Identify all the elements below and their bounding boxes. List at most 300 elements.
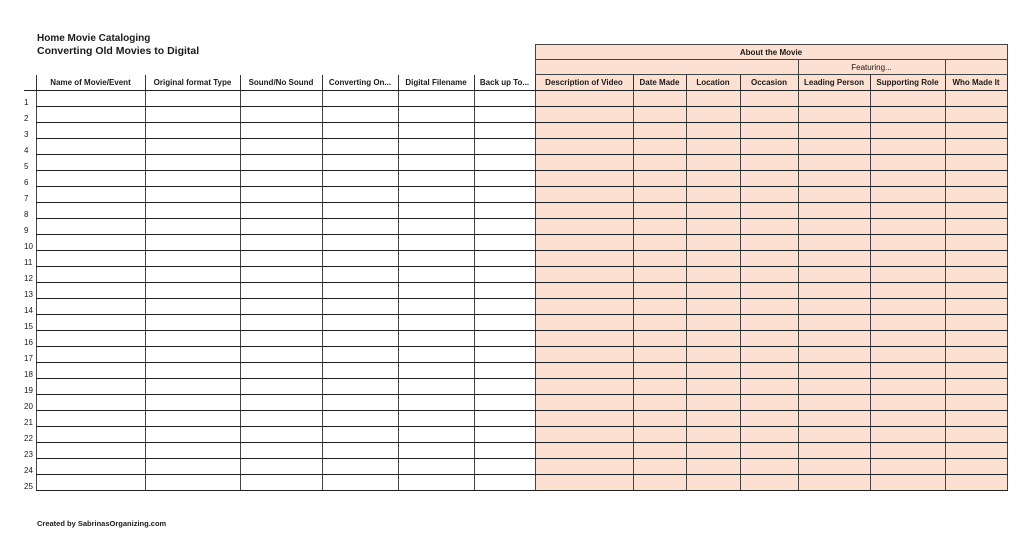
table-cell[interactable] xyxy=(740,363,798,379)
table-cell[interactable] xyxy=(798,251,870,267)
table-cell[interactable] xyxy=(36,299,145,315)
table-cell[interactable] xyxy=(870,411,945,427)
table-cell[interactable] xyxy=(686,235,740,251)
table-cell[interactable] xyxy=(945,251,1007,267)
table-cell[interactable] xyxy=(870,459,945,475)
table-cell[interactable] xyxy=(686,91,740,107)
table-cell[interactable] xyxy=(474,299,535,315)
table-cell[interactable] xyxy=(945,379,1007,395)
table-cell[interactable] xyxy=(870,203,945,219)
table-cell[interactable] xyxy=(36,219,145,235)
table-cell[interactable] xyxy=(36,139,145,155)
table-cell[interactable] xyxy=(945,155,1007,171)
table-cell[interactable] xyxy=(145,379,240,395)
table-cell[interactable] xyxy=(633,123,686,139)
table-cell[interactable] xyxy=(145,283,240,299)
table-cell[interactable] xyxy=(535,459,633,475)
table-cell[interactable] xyxy=(398,475,474,491)
table-cell[interactable] xyxy=(322,139,398,155)
table-cell[interactable] xyxy=(474,427,535,443)
table-cell[interactable] xyxy=(870,427,945,443)
table-cell[interactable] xyxy=(474,475,535,491)
table-cell[interactable] xyxy=(740,155,798,171)
table-cell[interactable] xyxy=(474,395,535,411)
table-cell[interactable] xyxy=(240,459,322,475)
table-cell[interactable] xyxy=(945,91,1007,107)
table-cell[interactable] xyxy=(474,187,535,203)
table-cell[interactable] xyxy=(686,395,740,411)
table-cell[interactable] xyxy=(398,411,474,427)
table-cell[interactable] xyxy=(870,171,945,187)
table-cell[interactable] xyxy=(474,235,535,251)
table-cell[interactable] xyxy=(145,235,240,251)
table-cell[interactable] xyxy=(36,235,145,251)
table-cell[interactable] xyxy=(870,219,945,235)
table-cell[interactable] xyxy=(474,283,535,299)
table-cell[interactable] xyxy=(535,139,633,155)
table-cell[interactable] xyxy=(322,395,398,411)
table-cell[interactable] xyxy=(686,411,740,427)
table-cell[interactable] xyxy=(798,299,870,315)
table-cell[interactable] xyxy=(240,187,322,203)
table-cell[interactable] xyxy=(686,379,740,395)
table-cell[interactable] xyxy=(36,347,145,363)
table-cell[interactable] xyxy=(322,379,398,395)
table-cell[interactable] xyxy=(870,283,945,299)
table-cell[interactable] xyxy=(240,443,322,459)
table-cell[interactable] xyxy=(686,283,740,299)
table-cell[interactable] xyxy=(798,267,870,283)
table-cell[interactable] xyxy=(398,107,474,123)
table-cell[interactable] xyxy=(535,123,633,139)
table-cell[interactable] xyxy=(240,235,322,251)
table-cell[interactable] xyxy=(535,363,633,379)
table-cell[interactable] xyxy=(945,187,1007,203)
table-cell[interactable] xyxy=(633,283,686,299)
table-cell[interactable] xyxy=(740,331,798,347)
table-cell[interactable] xyxy=(36,411,145,427)
table-cell[interactable] xyxy=(870,331,945,347)
table-cell[interactable] xyxy=(870,139,945,155)
table-cell[interactable] xyxy=(945,347,1007,363)
table-cell[interactable] xyxy=(535,347,633,363)
table-cell[interactable] xyxy=(633,379,686,395)
table-cell[interactable] xyxy=(398,347,474,363)
table-cell[interactable] xyxy=(686,155,740,171)
table-cell[interactable] xyxy=(633,187,686,203)
table-cell[interactable] xyxy=(474,251,535,267)
table-cell[interactable] xyxy=(798,315,870,331)
table-cell[interactable] xyxy=(474,443,535,459)
table-cell[interactable] xyxy=(740,203,798,219)
table-cell[interactable] xyxy=(535,107,633,123)
table-cell[interactable] xyxy=(945,443,1007,459)
table-cell[interactable] xyxy=(798,139,870,155)
table-cell[interactable] xyxy=(535,315,633,331)
table-cell[interactable] xyxy=(633,459,686,475)
table-cell[interactable] xyxy=(36,107,145,123)
table-cell[interactable] xyxy=(322,235,398,251)
table-cell[interactable] xyxy=(240,139,322,155)
table-cell[interactable] xyxy=(240,331,322,347)
table-cell[interactable] xyxy=(36,203,145,219)
table-cell[interactable] xyxy=(145,251,240,267)
table-cell[interactable] xyxy=(870,443,945,459)
table-cell[interactable] xyxy=(740,219,798,235)
table-cell[interactable] xyxy=(740,107,798,123)
table-cell[interactable] xyxy=(686,107,740,123)
table-cell[interactable] xyxy=(398,315,474,331)
table-cell[interactable] xyxy=(145,139,240,155)
table-cell[interactable] xyxy=(398,395,474,411)
table-cell[interactable] xyxy=(240,251,322,267)
table-cell[interactable] xyxy=(145,267,240,283)
table-cell[interactable] xyxy=(740,411,798,427)
table-cell[interactable] xyxy=(945,475,1007,491)
table-cell[interactable] xyxy=(240,203,322,219)
table-cell[interactable] xyxy=(322,187,398,203)
table-cell[interactable] xyxy=(240,395,322,411)
table-cell[interactable] xyxy=(945,331,1007,347)
table-cell[interactable] xyxy=(474,315,535,331)
table-cell[interactable] xyxy=(535,235,633,251)
table-cell[interactable] xyxy=(145,203,240,219)
table-cell[interactable] xyxy=(798,347,870,363)
table-cell[interactable] xyxy=(535,283,633,299)
table-cell[interactable] xyxy=(322,203,398,219)
table-cell[interactable] xyxy=(686,139,740,155)
table-cell[interactable] xyxy=(240,379,322,395)
table-cell[interactable] xyxy=(740,267,798,283)
table-cell[interactable] xyxy=(145,395,240,411)
table-cell[interactable] xyxy=(945,363,1007,379)
table-cell[interactable] xyxy=(633,235,686,251)
table-cell[interactable] xyxy=(945,139,1007,155)
table-cell[interactable] xyxy=(398,299,474,315)
table-cell[interactable] xyxy=(240,91,322,107)
table-cell[interactable] xyxy=(870,363,945,379)
table-cell[interactable] xyxy=(798,331,870,347)
table-cell[interactable] xyxy=(633,475,686,491)
table-cell[interactable] xyxy=(633,91,686,107)
table-cell[interactable] xyxy=(145,475,240,491)
table-cell[interactable] xyxy=(145,187,240,203)
table-cell[interactable] xyxy=(474,411,535,427)
table-cell[interactable] xyxy=(36,283,145,299)
table-cell[interactable] xyxy=(322,219,398,235)
table-cell[interactable] xyxy=(740,171,798,187)
table-cell[interactable] xyxy=(36,155,145,171)
table-cell[interactable] xyxy=(945,107,1007,123)
table-cell[interactable] xyxy=(798,395,870,411)
table-cell[interactable] xyxy=(322,347,398,363)
table-cell[interactable] xyxy=(322,155,398,171)
table-cell[interactable] xyxy=(36,331,145,347)
table-cell[interactable] xyxy=(870,315,945,331)
table-cell[interactable] xyxy=(686,347,740,363)
table-cell[interactable] xyxy=(740,283,798,299)
table-cell[interactable] xyxy=(474,331,535,347)
table-cell[interactable] xyxy=(535,299,633,315)
table-cell[interactable] xyxy=(322,299,398,315)
table-cell[interactable] xyxy=(633,443,686,459)
table-cell[interactable] xyxy=(322,267,398,283)
table-cell[interactable] xyxy=(633,347,686,363)
table-cell[interactable] xyxy=(798,363,870,379)
table-cell[interactable] xyxy=(870,91,945,107)
table-cell[interactable] xyxy=(145,459,240,475)
table-cell[interactable] xyxy=(474,91,535,107)
table-cell[interactable] xyxy=(322,411,398,427)
table-cell[interactable] xyxy=(740,251,798,267)
table-cell[interactable] xyxy=(535,395,633,411)
table-cell[interactable] xyxy=(240,283,322,299)
table-cell[interactable] xyxy=(740,299,798,315)
table-cell[interactable] xyxy=(740,187,798,203)
table-cell[interactable] xyxy=(686,443,740,459)
table-cell[interactable] xyxy=(398,331,474,347)
table-cell[interactable] xyxy=(535,155,633,171)
table-cell[interactable] xyxy=(240,299,322,315)
table-cell[interactable] xyxy=(798,235,870,251)
table-cell[interactable] xyxy=(145,411,240,427)
table-cell[interactable] xyxy=(798,107,870,123)
table-cell[interactable] xyxy=(322,443,398,459)
table-cell[interactable] xyxy=(686,267,740,283)
table-cell[interactable] xyxy=(798,411,870,427)
table-cell[interactable] xyxy=(322,123,398,139)
table-cell[interactable] xyxy=(686,123,740,139)
table-cell[interactable] xyxy=(798,379,870,395)
table-cell[interactable] xyxy=(145,443,240,459)
table-cell[interactable] xyxy=(535,475,633,491)
table-cell[interactable] xyxy=(322,315,398,331)
table-cell[interactable] xyxy=(535,331,633,347)
table-cell[interactable] xyxy=(945,219,1007,235)
table-cell[interactable] xyxy=(535,171,633,187)
table-cell[interactable] xyxy=(633,427,686,443)
table-cell[interactable] xyxy=(633,155,686,171)
table-cell[interactable] xyxy=(798,443,870,459)
table-cell[interactable] xyxy=(870,475,945,491)
table-cell[interactable] xyxy=(145,347,240,363)
table-cell[interactable] xyxy=(633,219,686,235)
table-cell[interactable] xyxy=(145,331,240,347)
table-cell[interactable] xyxy=(398,459,474,475)
table-cell[interactable] xyxy=(633,171,686,187)
table-cell[interactable] xyxy=(945,315,1007,331)
table-cell[interactable] xyxy=(474,139,535,155)
table-cell[interactable] xyxy=(398,427,474,443)
table-cell[interactable] xyxy=(145,107,240,123)
table-cell[interactable] xyxy=(798,171,870,187)
table-cell[interactable] xyxy=(870,187,945,203)
table-cell[interactable] xyxy=(945,283,1007,299)
table-cell[interactable] xyxy=(798,283,870,299)
table-cell[interactable] xyxy=(870,267,945,283)
table-cell[interactable] xyxy=(145,363,240,379)
table-cell[interactable] xyxy=(398,379,474,395)
table-cell[interactable] xyxy=(398,187,474,203)
table-cell[interactable] xyxy=(686,459,740,475)
table-cell[interactable] xyxy=(870,235,945,251)
table-cell[interactable] xyxy=(945,123,1007,139)
table-cell[interactable] xyxy=(322,475,398,491)
table-cell[interactable] xyxy=(870,123,945,139)
table-cell[interactable] xyxy=(870,299,945,315)
table-cell[interactable] xyxy=(474,347,535,363)
table-cell[interactable] xyxy=(535,443,633,459)
table-cell[interactable] xyxy=(240,315,322,331)
table-cell[interactable] xyxy=(398,203,474,219)
table-cell[interactable] xyxy=(633,139,686,155)
table-cell[interactable] xyxy=(535,91,633,107)
table-cell[interactable] xyxy=(36,251,145,267)
table-cell[interactable] xyxy=(633,411,686,427)
table-cell[interactable] xyxy=(474,155,535,171)
table-cell[interactable] xyxy=(870,395,945,411)
table-cell[interactable] xyxy=(322,91,398,107)
table-cell[interactable] xyxy=(474,219,535,235)
table-cell[interactable] xyxy=(36,427,145,443)
table-cell[interactable] xyxy=(798,219,870,235)
table-cell[interactable] xyxy=(740,123,798,139)
table-cell[interactable] xyxy=(322,251,398,267)
table-cell[interactable] xyxy=(36,443,145,459)
table-cell[interactable] xyxy=(686,187,740,203)
table-cell[interactable] xyxy=(145,427,240,443)
table-cell[interactable] xyxy=(240,347,322,363)
table-cell[interactable] xyxy=(945,427,1007,443)
table-cell[interactable] xyxy=(633,203,686,219)
table-cell[interactable] xyxy=(740,139,798,155)
table-cell[interactable] xyxy=(633,395,686,411)
table-cell[interactable] xyxy=(686,219,740,235)
table-cell[interactable] xyxy=(36,123,145,139)
table-cell[interactable] xyxy=(398,219,474,235)
table-cell[interactable] xyxy=(240,219,322,235)
table-cell[interactable] xyxy=(474,379,535,395)
table-cell[interactable] xyxy=(535,411,633,427)
table-cell[interactable] xyxy=(633,251,686,267)
table-cell[interactable] xyxy=(686,427,740,443)
table-cell[interactable] xyxy=(398,91,474,107)
table-cell[interactable] xyxy=(740,315,798,331)
table-cell[interactable] xyxy=(740,379,798,395)
table-cell[interactable] xyxy=(240,107,322,123)
table-cell[interactable] xyxy=(945,395,1007,411)
table-cell[interactable] xyxy=(686,171,740,187)
table-cell[interactable] xyxy=(535,187,633,203)
table-cell[interactable] xyxy=(686,315,740,331)
table-cell[interactable] xyxy=(633,107,686,123)
table-cell[interactable] xyxy=(686,331,740,347)
table-cell[interactable] xyxy=(145,299,240,315)
table-cell[interactable] xyxy=(322,459,398,475)
table-cell[interactable] xyxy=(398,235,474,251)
table-cell[interactable] xyxy=(398,283,474,299)
table-cell[interactable] xyxy=(798,459,870,475)
table-cell[interactable] xyxy=(686,251,740,267)
table-cell[interactable] xyxy=(633,331,686,347)
table-cell[interactable] xyxy=(36,91,145,107)
table-cell[interactable] xyxy=(36,171,145,187)
table-cell[interactable] xyxy=(36,187,145,203)
table-cell[interactable] xyxy=(740,235,798,251)
table-cell[interactable] xyxy=(740,443,798,459)
table-cell[interactable] xyxy=(398,155,474,171)
table-cell[interactable] xyxy=(798,203,870,219)
table-cell[interactable] xyxy=(740,427,798,443)
table-cell[interactable] xyxy=(145,155,240,171)
table-cell[interactable] xyxy=(240,411,322,427)
table-cell[interactable] xyxy=(474,203,535,219)
table-cell[interactable] xyxy=(945,203,1007,219)
table-cell[interactable] xyxy=(686,299,740,315)
table-cell[interactable] xyxy=(535,427,633,443)
table-cell[interactable] xyxy=(36,379,145,395)
table-cell[interactable] xyxy=(322,363,398,379)
table-cell[interactable] xyxy=(740,459,798,475)
table-cell[interactable] xyxy=(945,299,1007,315)
table-cell[interactable] xyxy=(870,379,945,395)
table-cell[interactable] xyxy=(740,475,798,491)
table-cell[interactable] xyxy=(945,267,1007,283)
table-cell[interactable] xyxy=(740,91,798,107)
table-cell[interactable] xyxy=(240,171,322,187)
table-cell[interactable] xyxy=(398,251,474,267)
table-cell[interactable] xyxy=(474,267,535,283)
table-cell[interactable] xyxy=(798,187,870,203)
table-cell[interactable] xyxy=(36,475,145,491)
table-cell[interactable] xyxy=(398,171,474,187)
table-cell[interactable] xyxy=(145,315,240,331)
table-cell[interactable] xyxy=(474,107,535,123)
table-cell[interactable] xyxy=(322,427,398,443)
table-cell[interactable] xyxy=(740,395,798,411)
table-cell[interactable] xyxy=(686,475,740,491)
table-cell[interactable] xyxy=(398,363,474,379)
table-cell[interactable] xyxy=(474,171,535,187)
table-cell[interactable] xyxy=(322,331,398,347)
table-cell[interactable] xyxy=(870,107,945,123)
table-cell[interactable] xyxy=(870,347,945,363)
table-cell[interactable] xyxy=(36,395,145,411)
table-cell[interactable] xyxy=(686,203,740,219)
table-cell[interactable] xyxy=(945,235,1007,251)
table-cell[interactable] xyxy=(535,267,633,283)
table-cell[interactable] xyxy=(474,459,535,475)
table-cell[interactable] xyxy=(398,443,474,459)
table-cell[interactable] xyxy=(633,267,686,283)
table-cell[interactable] xyxy=(36,315,145,331)
table-cell[interactable] xyxy=(474,123,535,139)
table-cell[interactable] xyxy=(633,363,686,379)
table-cell[interactable] xyxy=(870,155,945,171)
table-cell[interactable] xyxy=(145,123,240,139)
table-cell[interactable] xyxy=(36,267,145,283)
table-cell[interactable] xyxy=(535,203,633,219)
table-cell[interactable] xyxy=(945,459,1007,475)
table-cell[interactable] xyxy=(535,251,633,267)
table-cell[interactable] xyxy=(633,315,686,331)
table-cell[interactable] xyxy=(145,91,240,107)
table-cell[interactable] xyxy=(633,299,686,315)
table-cell[interactable] xyxy=(398,139,474,155)
table-cell[interactable] xyxy=(798,155,870,171)
table-cell[interactable] xyxy=(398,267,474,283)
table-cell[interactable] xyxy=(686,363,740,379)
